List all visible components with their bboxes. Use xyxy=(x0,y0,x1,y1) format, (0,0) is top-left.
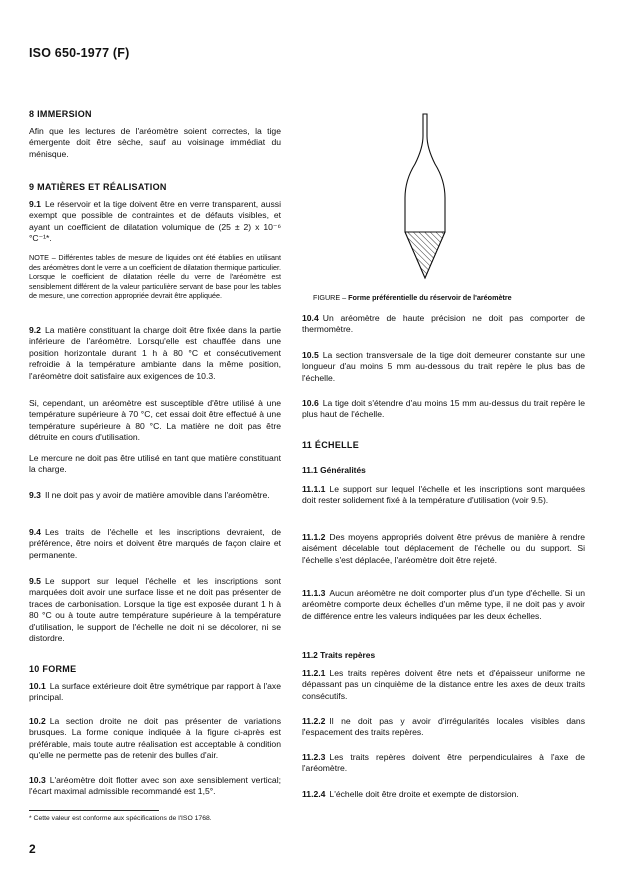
para-9-5: 9.5 Le support sur lequel l'échelle et les inscriptions sont marquées doit avoir une surface lisse et ne doit pas présenter de traces de carbonisation. Lorsque la tige est exposée durant 1 h à 80 °C ou à toute autre température supérieure à la température d'utilisation, le support de l'échelle ne doit ni se décolorer, ni se distordre. xyxy=(29,576,281,644)
page-number: 2 xyxy=(29,842,36,856)
para-10-4: 10.4 Un aréomètre de haute précision ne doit pas comporter de thermomètre. xyxy=(302,313,585,335)
para-9-2b: Si, cependant, un aréomètre est susceptible d'être utilisé à une température supérieure à 70 °C, cet essai doit être effectué à une température supérieure à 80 °C. La matière ne doit pas être détruite en cours d'utilisation. xyxy=(29,398,281,443)
hydrometer-figure xyxy=(385,108,465,288)
note-9-1: NOTE – Différentes tables de mesure de liquides ont été établies en utilisant des aréomètres dont le verre a un coefficient de dilatation thermique particulier. Lorsque le coefficient de dilatation réelle du verre de l'aréomètre est sensiblement différent de la valeur particulière servant de base pour les tables de mesure, une correction appropriée devrait être appliquée. xyxy=(29,253,281,301)
para-11-1-1: 11.1.1 Le support sur lequel l'échelle et les inscriptions sont marquées doit rester solidement fixé à la température d'utilisation (voir 9.5). xyxy=(302,484,585,506)
section-11-title: 11 ÉCHELLE xyxy=(302,440,360,450)
para-10-5: 10.5 La section transversale de la tige doit demeurer constante sur une longueur d'au moins 5 mm au-dessous du trait repère le plus bas de l'échelle. xyxy=(302,350,585,383)
para-11-2-1: 11.2.1 Les traits repères doivent être nets et d'épaisseur uniforme ne dépassant pas un cinquième de la distance entre les axes de deux traits consécutifs. xyxy=(302,668,585,701)
para-9-1: 9.1 Le réservoir et la tige doivent être en verre transparent, aussi exempt que possible de contraintes et de défauts visibles, et ayant un coefficient de dilatation volumique de (25 ± 2) x 10⁻⁶ °C⁻¹*. xyxy=(29,199,281,244)
para-10-3: 10.3 L'aréomètre doit flotter avec son axe sensiblement vertical; l'écart maximal admissible recommandé est 1,5°. xyxy=(29,775,281,797)
para-11-1-3: 11.1.3 Aucun aréomètre ne doit comporter plus d'un type d'échelle. Si un aréomètre comporte deux échelles d'un même type, il ne doit pas y avoir de différence entre les valeurs indiquées par les deux échelles. xyxy=(302,588,585,621)
para-11-1-2: 11.1.2 Des moyens appropriés doivent être prévus de manière à rendre aisément décelable tout déplacement de l'échelle ou du support. Si l'échelle s'est déplacée, l'aréomètre doit être rejeté. xyxy=(302,532,585,565)
para-11-2-3: 11.2.3 Les traits repères doivent être perpendiculaires à l'axe de l'aréomètre. xyxy=(302,752,585,774)
para-10-2: 10.2 La section droite ne doit pas présenter de variations brusques. La forme conique indiquée à la figure ci-après est préférable, mais toute autre réalisation est acceptable à condition qu'elle ne permette pas de retenir des bulles d'air. xyxy=(29,716,281,761)
para-10-6: 10.6 La tige doit s'étendre d'au moins 15 mm au-dessus du trait repère le plus haut de l'échelle. xyxy=(302,398,585,420)
document-header: ISO 650-1977 (F) xyxy=(29,46,130,60)
footnote: * Cette valeur est conforme aux spécifications de l'ISO 1768. xyxy=(29,815,212,822)
para-11-2-2: 11.2.2 Il ne doit pas y avoir d'irrégularités locales visibles dans l'espacement des traits repères. xyxy=(302,716,585,738)
para-9-2c: Le mercure ne doit pas être utilisé en tant que matière constituant la charge. xyxy=(29,453,281,475)
para-10-1: 10.1 La surface extérieure doit être symétrique par rapport à l'axe principal. xyxy=(29,681,281,703)
section-8-text: Afin que les lectures de l'aréomètre soient correctes, la tige émergente doit être sèche, sauf au voisinage immédiat du ménisque. xyxy=(29,126,281,159)
para-9-3: 9.3 Il ne doit pas y avoir de matière amovible dans l'aréomètre. xyxy=(29,490,270,500)
para-9-4: 9.4 Les traits de l'échelle et les inscriptions devraient, de préférence, être noirs et doivent être marqués de façon claire et permanente. xyxy=(29,527,281,560)
section-9-title: 9 MATIÈRES ET RÉALISATION xyxy=(29,182,167,192)
footnote-rule xyxy=(29,810,159,811)
para-11-2-4: 11.2.4 L'échelle doit être droite et exempte de distorsion. xyxy=(302,789,519,799)
para-9-2: 9.2 La matière constituant la charge doit être fixée dans la partie inférieure de l'aréomètre. Lorsqu'elle est chauffée dans une position horizontale durant 1 h à 80 °C et consécutivement refroidie à la température ambiante dans la même position, l'aréomètre doit satisfaire aux exigences de 10.3. xyxy=(29,325,281,381)
section-11-2-title: 11.2 Traits repères xyxy=(302,650,376,660)
section-8-title: 8 IMMERSION xyxy=(29,109,92,119)
figure-caption: FIGURE – Forme préférentielle du réservoir de l'aréomètre xyxy=(313,293,512,302)
section-10-title: 10 FORME xyxy=(29,664,77,674)
section-11-1-title: 11.1 Généralités xyxy=(302,465,366,475)
